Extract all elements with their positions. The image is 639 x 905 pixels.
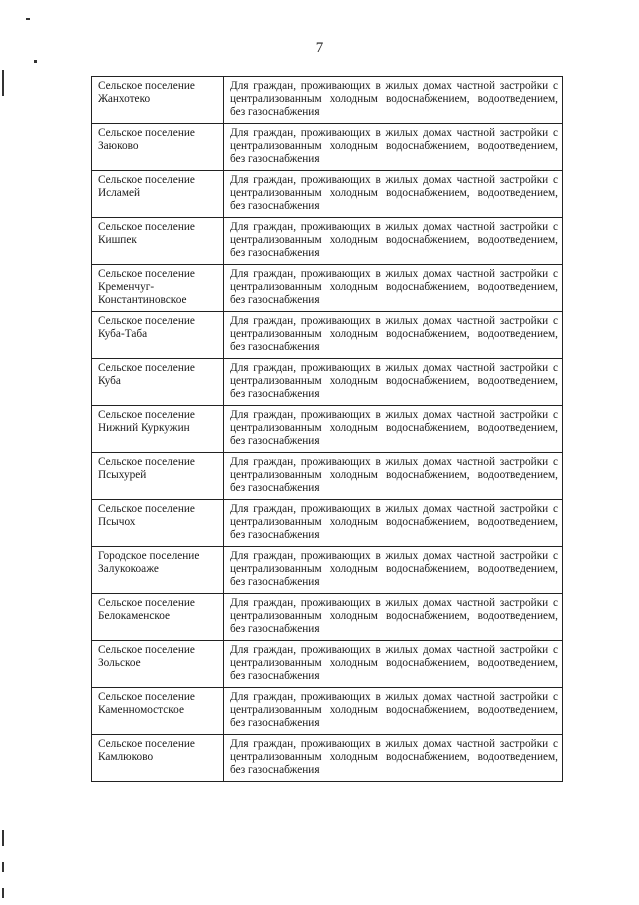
settlement-name: Нижний Куркужин (98, 422, 190, 435)
settlement-cell (92, 735, 224, 782)
table-row (92, 171, 563, 218)
settlement-type: Сельское поселение (98, 362, 195, 374)
table-row (92, 124, 563, 171)
settlement-cell (92, 688, 224, 735)
scan-artifact-mark (2, 862, 4, 872)
table-row (92, 641, 563, 688)
settlement-name: Каменномостское (98, 704, 184, 717)
description-cell: Для граждан, проживающих в жилых домах частной застройки с централизованным холодным водоснабжением, водоотведением, без газоснабжения (224, 547, 563, 594)
description-cell: Для граждан, проживающих в жилых домах частной застройки с централизованным холодным водоснабжением, водоотведением, без газоснабжения (224, 594, 563, 641)
settlement-cell (92, 312, 224, 359)
settlement-name: Заюково (98, 140, 139, 153)
settlement-type: Сельское поселение (98, 691, 195, 703)
description-cell: Для граждан, проживающих в жилых домах частной застройки с централизованным холодным водоснабжением, водоотведением, без газоснабжения (224, 453, 563, 500)
description-cell: Для граждан, проживающих в жилых домах частной застройки с централизованным холодным водоснабжением, водоотведением, без газоснабжения (224, 265, 563, 312)
settlement-name: Псыхурей (98, 469, 147, 482)
settlement-name: Зольское (98, 657, 141, 670)
description-cell: Для граждан, проживающих в жилых домах частной застройки с централизованным холодным водоснабжением, водоотведением, без газоснабжения (224, 500, 563, 547)
scan-artifact-mark (26, 18, 30, 20)
table-row (92, 218, 563, 265)
description-cell: Для граждан, проживающих в жилых домах частной застройки с централизованным холодным водоснабжением, водоотведением, без газоснабжения (224, 171, 563, 218)
settlement-cell (92, 124, 224, 171)
settlements-table (91, 76, 563, 782)
settlement-type: Сельское поселение (98, 456, 195, 468)
settlement-name: Псычох (98, 516, 136, 529)
settlement-type: Сельское поселение (98, 221, 195, 233)
settlement-name: Жанхотеко (98, 93, 151, 106)
settlement-name: Исламей (98, 187, 141, 200)
settlement-cell (92, 77, 224, 124)
settlement-type: Сельское поселение (98, 597, 195, 609)
settlement-cell (92, 171, 224, 218)
scan-artifact-mark (2, 830, 4, 846)
table-row (92, 359, 563, 406)
settlement-type: Сельское поселение (98, 268, 195, 280)
settlement-type: Сельское поселение (98, 174, 195, 186)
scan-artifact-mark (34, 60, 37, 63)
settlement-cell (92, 641, 224, 688)
settlement-type: Сельское поселение (98, 409, 195, 421)
settlement-type: Сельское поселение (98, 503, 195, 515)
table-row (92, 312, 563, 359)
page-number: 7 (315, 40, 324, 56)
description-cell: Для граждан, проживающих в жилых домах частной застройки с централизованным холодным водоснабжением, водоотведением, без газоснабжения (224, 218, 563, 265)
settlement-name: Кременчуг-Константиновское (98, 281, 187, 307)
settlement-cell (92, 594, 224, 641)
description-cell: Для граждан, проживающих в жилых домах частной застройки с централизованным холодным водоснабжением, водоотведением, без газоснабжения (224, 688, 563, 735)
settlement-type: Сельское поселение (98, 644, 195, 656)
scan-artifact-mark (2, 888, 4, 898)
table-row (92, 688, 563, 735)
table-row (92, 77, 563, 124)
settlement-cell (92, 359, 224, 406)
settlement-cell (92, 218, 224, 265)
table-row (92, 594, 563, 641)
table-row (92, 500, 563, 547)
settlement-name: Кишпек (98, 234, 137, 247)
table-row (92, 406, 563, 453)
settlement-name: Камлюково (98, 751, 154, 764)
settlement-cell (92, 547, 224, 594)
settlement-cell (92, 406, 224, 453)
settlement-name: Белокаменское (98, 610, 171, 623)
description-cell: Для граждан, проживающих в жилых домах частной застройки с централизованным холодным водоснабжением, водоотведением, без газоснабжения (224, 124, 563, 171)
settlement-cell (92, 453, 224, 500)
settlement-type: Сельское поселение (98, 315, 195, 327)
description-cell: Для граждан, проживающих в жилых домах частной застройки с централизованным холодным водоснабжением, водоотведением, без газоснабжения (224, 406, 563, 453)
settlement-type: Сельское поселение (98, 738, 195, 750)
description-cell: Для граждан, проживающих в жилых домах частной застройки с централизованным холодным водоснабжением, водоотведением, без газоснабжения (224, 312, 563, 359)
settlement-name: Залукокоаже (98, 563, 159, 576)
table-row (92, 547, 563, 594)
description-cell: Для граждан, проживающих в жилых домах частной застройки с централизованным холодным водоснабжением, водоотведением, без газоснабжения (224, 77, 563, 124)
settlement-name: Куба-Таба (98, 328, 148, 341)
description-cell: Для граждан, проживающих в жилых домах частной застройки с централизованным холодным водоснабжением, водоотведением, без газоснабжения (224, 641, 563, 688)
settlement-type: Сельское поселение (98, 127, 195, 139)
table-row (92, 265, 563, 312)
settlements-table-body (92, 77, 563, 782)
settlement-name: Куба (98, 375, 121, 388)
table-row (92, 735, 563, 782)
settlement-type: Городское поселение (98, 550, 200, 562)
scan-artifact-mark (2, 70, 4, 96)
settlement-type: Сельское поселение (98, 80, 195, 92)
settlement-cell (92, 500, 224, 547)
description-cell: Для граждан, проживающих в жилых домах частной застройки с централизованным холодным водоснабжением, водоотведением, без газоснабжения (224, 359, 563, 406)
table-row (92, 453, 563, 500)
description-cell: Для граждан, проживающих в жилых домах частной застройки с централизованным холодным водоснабжением, водоотведением, без газоснабжения (224, 735, 563, 782)
settlement-cell (92, 265, 224, 312)
